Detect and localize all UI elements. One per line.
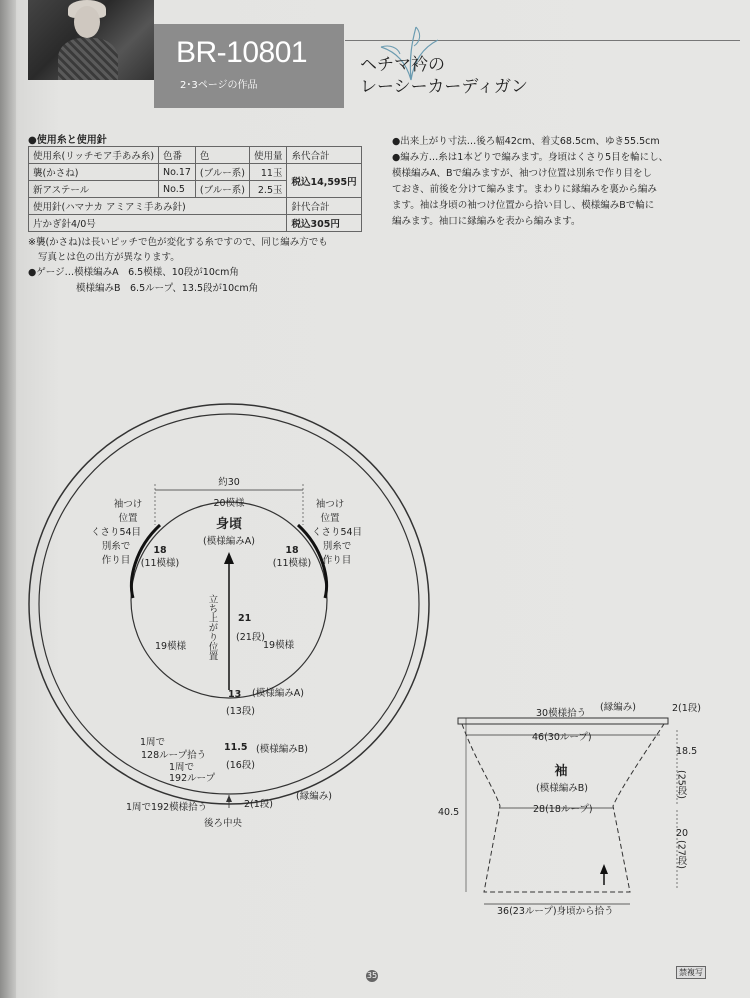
sleeve-top-edge: (縁編み): [600, 702, 636, 713]
table-cell: 使用糸(リッチモア手あみ糸): [29, 147, 159, 164]
instruction-line: ます。袖は身頃の袖つけ位置から拾い目し、模様編みBで輪に: [392, 200, 655, 211]
sleeve-pos-right-3: くさり54目: [311, 527, 363, 538]
sleeve-pos-left-5: 作り目: [101, 555, 131, 566]
table-cell: (ブルー系): [195, 181, 249, 198]
page-number: 35: [366, 971, 378, 980]
sleeve-width-mid: 28(18ループ): [533, 804, 593, 815]
body-name: 身頃: [215, 517, 243, 532]
lower-right-motif: 19模様: [263, 640, 295, 651]
body-pattern: (模様編みA): [203, 536, 255, 547]
side-left-cm: 18: [153, 545, 167, 556]
sleeve-bottom: 36(23ループ)身頃から拾う: [497, 906, 614, 917]
sleeve-upper-rows: (25段): [675, 770, 687, 800]
sleeve-pos-left-3: くさり54目: [90, 527, 142, 538]
sleeve-top-pick: 30模様拾う: [536, 708, 587, 719]
loop-1b: 128ループ拾う: [141, 750, 207, 761]
page-reference: 2･3ページの作品: [180, 80, 258, 91]
b-label: (模様編みB): [256, 744, 308, 755]
yarn-note-1: ※襲(かさね)は長いピッチで色が変化する糸ですので、同じ編み方でも: [28, 237, 328, 248]
sleeve-lower-cm: 20: [676, 828, 689, 839]
table-cell: (ブルー系): [195, 164, 249, 181]
table-cell: 使用針(ハマナカ アミアミ手あみ針): [29, 198, 287, 215]
b-rows: (16段): [226, 760, 256, 771]
sleeve-name: 袖: [554, 764, 568, 779]
materials-heading: ●使用糸と使用針: [28, 135, 107, 146]
sleeve-upper-cm: 18.5: [676, 746, 698, 757]
table-cell: 税込14,595円: [287, 164, 361, 198]
sleeve-pos-left-4: 別糸で: [101, 541, 131, 552]
lower-left-motif: 19模様: [155, 641, 187, 652]
finish-size: ●出来上がり寸法…後ろ幅42cm、着丈68.5cm、ゆき55.5cm: [392, 136, 660, 147]
table-cell: 針代合計: [287, 198, 361, 215]
edge-label: (縁編み): [296, 791, 332, 802]
rise-cm: 21: [238, 613, 252, 624]
table-cell: 色番: [159, 147, 196, 164]
sleeve-width-upper: 46(30ループ): [532, 732, 592, 743]
sleeve-pos-left-2: 位置: [118, 513, 138, 524]
width-label: 約30: [218, 477, 240, 488]
table-cell: 11玉: [249, 164, 287, 181]
a-rows: (13段): [226, 706, 256, 717]
side-right-cm: 18: [285, 545, 299, 556]
table-cell: 2.5玉: [249, 181, 287, 198]
table-cell: 色: [195, 147, 249, 164]
sleeve-edge-rows: 2(1段): [672, 703, 702, 714]
sleeve-pattern: (模様編みB): [536, 783, 588, 794]
copyright-stamp: 禁複写: [676, 966, 706, 979]
a-cm: 13: [228, 689, 242, 700]
rise-rows: (21段): [236, 632, 266, 643]
gauge-b: 模様編みB 6.5ループ、13.5段が10cm角: [76, 283, 259, 294]
back-center: 後ろ中央: [204, 818, 243, 829]
a-label: (模様編みA): [252, 688, 304, 699]
sleeve-pos-left-1: 袖つけ: [113, 499, 143, 510]
top-motif-label: 20模様: [213, 498, 245, 509]
side-left-motif: (11模様): [140, 558, 180, 569]
sleeve-lower-rows: (27段): [675, 840, 687, 870]
instruction-line: ●編み方…糸は1本どりで編みます。身頃はくさり5目を輪にし、: [392, 152, 669, 163]
table-cell: 襲(かさね): [29, 164, 159, 181]
table-cell: No.17: [159, 164, 196, 181]
instruction-line: 模様編みA、Bで編みますが、袖つけ位置は別糸で作り目をし: [392, 168, 653, 179]
table-cell: 片かぎ針4/0号: [29, 215, 287, 232]
table-cell: 税込305円: [287, 215, 361, 232]
arrow-head-icon: [600, 864, 608, 874]
pattern-code: BR-10801: [176, 36, 308, 69]
sleeve-length: 40.5: [438, 807, 460, 818]
table-cell: 糸代合計: [287, 147, 361, 164]
pattern-title: ヘチマ衿の レーシーカーディガン: [360, 55, 528, 97]
b-cm: 11.5: [224, 742, 248, 753]
loop-2a: 1周で: [169, 762, 195, 773]
edge-cm: 2(1段): [244, 799, 274, 810]
table-cell: No.5: [159, 181, 196, 198]
gauge-a: ●ゲージ…模様編みA 6.5模様、10段が10cm角: [28, 267, 239, 278]
loop-2b: 192ループ: [169, 773, 216, 784]
instruction-line: 編みます。袖口に縁編みを表から編みます。: [392, 216, 581, 227]
sleeve-pos-right-2: 位置: [320, 513, 340, 524]
sleeve-pos-right-4: 別糸で: [322, 541, 352, 552]
table-cell: 使用量: [249, 147, 287, 164]
loop-1a: 1周で: [140, 737, 166, 748]
sleeve-pos-right-5: 作り目: [322, 555, 352, 566]
sleeve-pos-right-1: 袖つけ: [315, 499, 345, 510]
instruction-line: ておき、前後を分けて編みます。まわりに縁編みを裏から編み: [392, 184, 657, 195]
yarn-note-2: 写真とは色の出方が異なります。: [38, 252, 180, 263]
rise-label: 立ち上がり位置: [206, 594, 218, 661]
pickup-label: 1周で192模様拾う: [126, 802, 208, 813]
side-right-motif: (11模様): [272, 558, 312, 569]
table-cell: 新アステール: [29, 181, 159, 198]
